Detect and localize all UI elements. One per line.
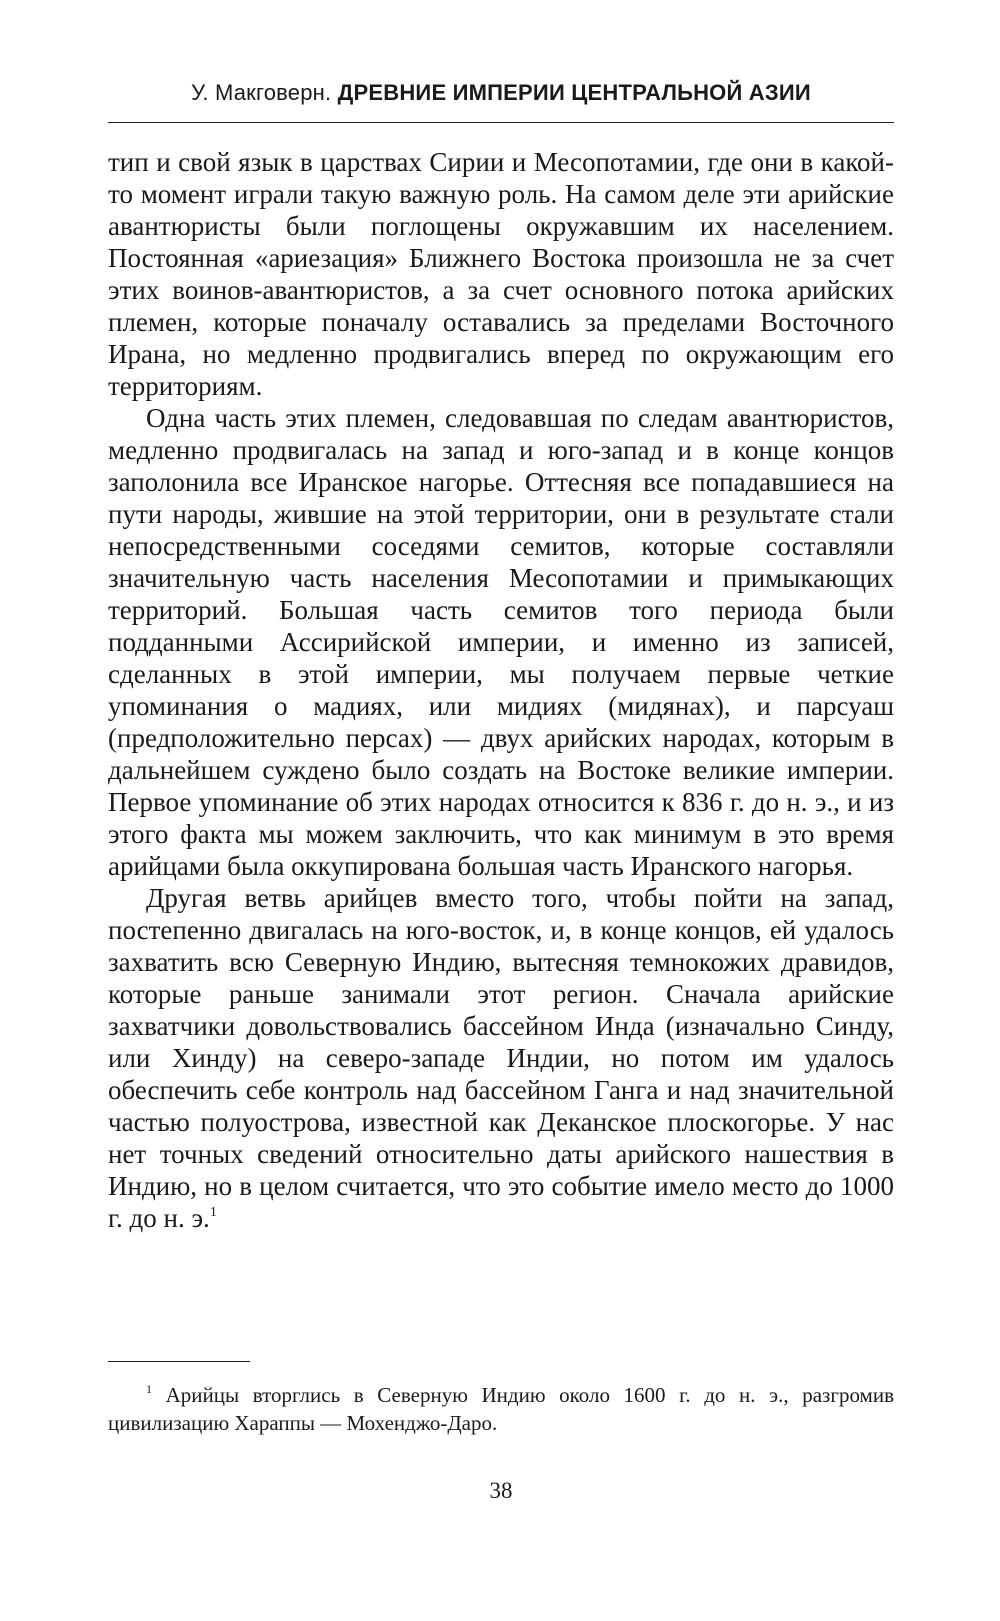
footnote [108,1381,894,1437]
footnote-text: Арийцы вторглись в Северную Индию около 1600 г. до н. э., разгромив цивилизацию Хараппы — Мохенджо-Даро. [108,1383,895,1435]
page-number: 38 [489,1478,513,1503]
paragraph-1: тип и свой язык в царствах Сирии и Месопотамии, где они в какой-то момент играли такую важную роль. На самом деле эти арийские авантюристы были поглощены окружавшим их населением. Постоянная «ариезация» Ближнего Востока произошла не за счет этих воинов-авантюристов, а за счет основного потока арийских племен, которые поначалу оставались за пределами Восточного Ирана, но медленно продвигались вперед по окружающим его территориям. [108,147,894,401]
paragraph-2: Одна часть этих племен, следовавшая по следам авантюристов, медленно продвигалась на запад и юго-запад и в конце концов заполонила все Иранское нагорье. Оттесняя все попадавшиеся на пути народы, жившие на этой территории, они в результате стали непосредственными соседями семитов, которые составляли значительную часть населения Месопотамии и примыкающих территорий. Большая часть семитов того периода были подданными Ассирийской империи, и именно из записей, сделанных в этой империи, мы получаем первые четкие упоминания о мадиях, или мидиях (мидянах), и парсуаш (предположительно персах) — двух арийских народах, которым в дальнейшем суждено было создать на Востоке великие империи. Первое упоминание об этих народах относится к 836 г. до н. э., и из этого факта мы можем заключить, что как минимум в это время арийцами была оккупирована большая часть Иранского нагорья. [108,403,894,881]
book-page [108,0,894,1621]
paragraph-3 [108,882,894,1234]
footnote-number: 1 [146,1382,152,1396]
body-text [108,146,894,1234]
paragraph-3-text: Другая ветвь арийцев вместо того, чтобы пойти на запад, постепенно двигалась на юго-восток, и, в конце концов, ей удалось захватить всю Северную Индию, вытесняя темнокожих дравидов, которые раньше занимали этот регион. Сначала арийские захватчики довольствовались бассейном Инда (изначально Синду, или Хинду) на северо-западе Индии, но потом им удалось обеспечить себе контроль над бассейном Ганга и над значительной частью полуострова, известной как Деканское плоскогорье. У нас нет точных сведений относительно даты арийского нашествия в Индию, но в целом считается, что это событие имело место до 1000 г. до н. э. [108,883,894,1233]
header-rule [108,122,894,123]
running-header [108,80,894,106]
footnote-reference[interactable]: 1 [209,1205,217,1220]
header-title: ДРЕВНИЕ ИМПЕРИИ ЦЕНТРАЛЬНОЙ АЗИИ [337,80,811,105]
footnote-rule [108,1361,250,1362]
header-author: У. Макговерн. [191,80,332,105]
